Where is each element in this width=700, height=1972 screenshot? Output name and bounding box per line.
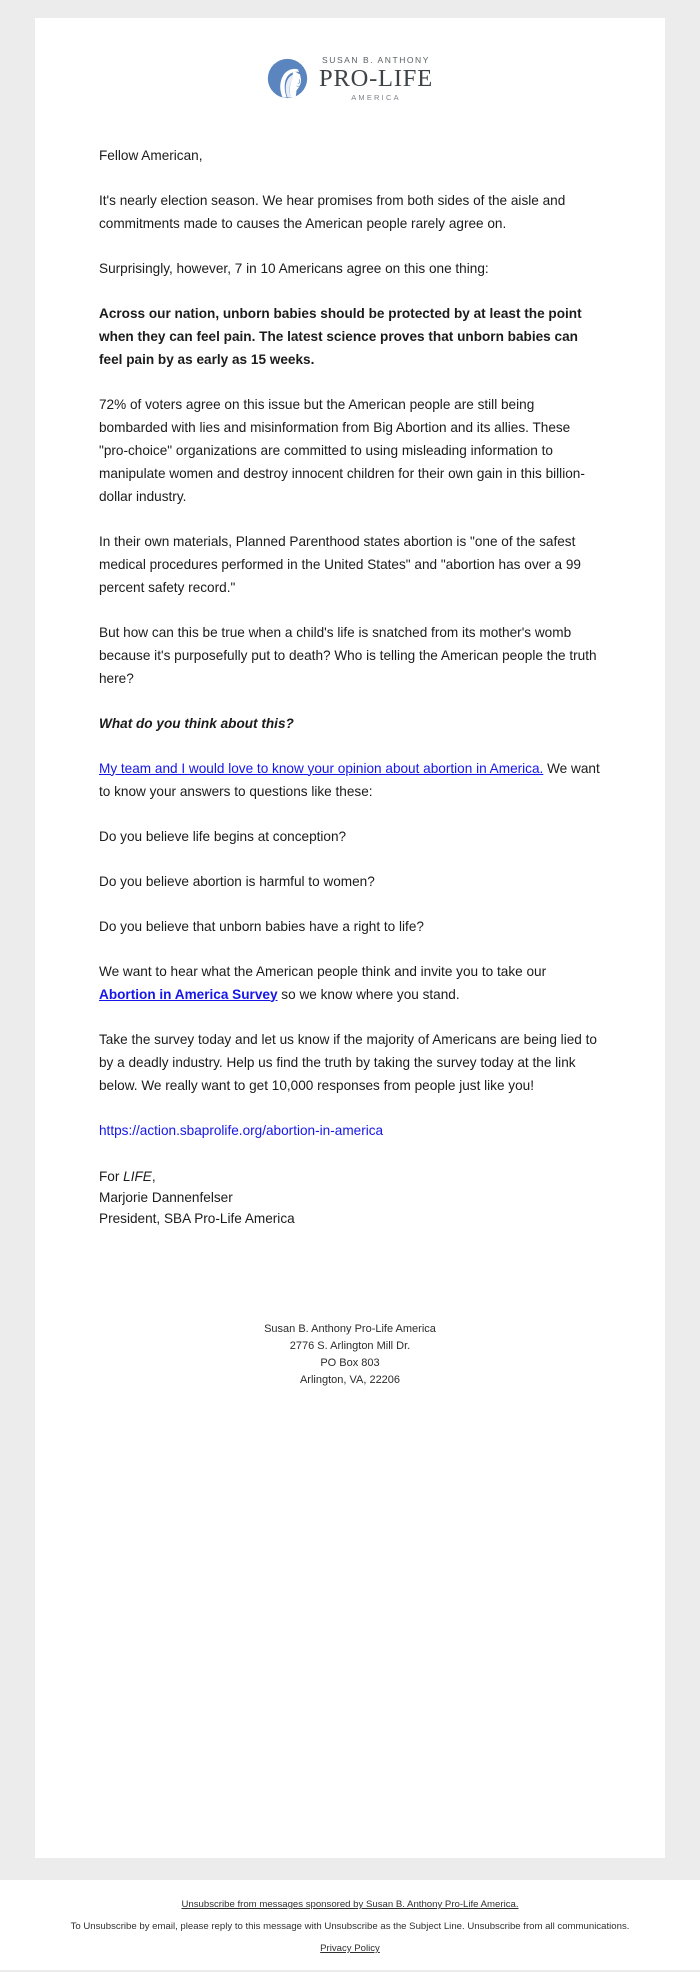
footer-band-right [665, 1858, 700, 1880]
address-city-state-zip: Arlington, VA, 22206 [299, 1373, 401, 1386]
paragraph-take-our-survey [99, 960, 601, 1006]
brand-line-pro-life: PRO-LIFE [319, 64, 433, 92]
signature-block [99, 1166, 601, 1229]
survey-url-link[interactable]: https://action.sbaprolife.org/abortion-in-america [99, 1122, 384, 1138]
unsubscribe-sponsored-link[interactable]: Unsubscribe from messages sponsored by Susan B. Anthony Pro-Life America. [181, 1899, 519, 1910]
unsubscribe-line-1 [0, 1894, 700, 1916]
signature-name: Marjorie Dannenfelser [99, 1189, 233, 1205]
address-po-box: PO Box 803 [320, 1356, 380, 1369]
address-street: 2776 S. Arlington Mill Dr. [289, 1339, 411, 1352]
opinion-survey-link[interactable]: My team and I would love to know your opinion about abortion in America. [99, 760, 544, 776]
opinion-invite-rest: We want to know your answers to questions like these: [99, 760, 600, 799]
paragraph-72-percent: 72% of voters agree on this issue but the American people are still being bombarded with lies and misinformation from Big Abortion and its allies. These "pro-choice" organizations are committed to using misleading information to manipulate women and destroy innocent children for their own gain in this billion-dollar industry. [99, 396, 585, 504]
signature-comma: , [151, 1168, 156, 1184]
paragraph-take-survey-today: Take the survey today and let us know if the majority of Americans are being lied to by a deadly industry. Help us find the truth by taking the survey today at the link below. We really want to get 10,000 responses from people just like you! [99, 1031, 597, 1093]
salutation: Fellow American, [99, 147, 203, 163]
brand-wordmark [319, 56, 433, 102]
unsubscribe-line-2: To Unsubscribe by email, please reply to this message with Unsubscribe as the Subject Line. Unsubscribe from all communications. [70, 1921, 630, 1932]
paragraph-pain-capable-bold: Across our nation, unborn babies should be protected by at least the point when they can feel pain. The latest science proves that unborn babies can feel pain by as early as 15 weeks. [99, 305, 582, 367]
address-org-name: Susan B. Anthony Pro-Life America [264, 1322, 436, 1335]
question-harmful-to-women: Do you believe abortion is harmful to women? [99, 873, 375, 889]
privacy-policy-line [0, 1938, 700, 1960]
question-right-to-life: Do you believe that unborn babies have a right to life? [99, 918, 424, 934]
question-life-begins: Do you believe life begins at conception? [99, 828, 347, 844]
signature-for-life [99, 1166, 601, 1187]
paragraph-election-season: It's nearly election season. We hear promises from both sides of the aisle and commitments made to causes the American people rarely agree on. [99, 192, 566, 231]
privacy-policy-link[interactable]: Privacy Policy [320, 1943, 380, 1954]
signature-title: President, SBA Pro-Life America [99, 1210, 295, 1226]
susan-b-anthony-emblem-icon [267, 58, 308, 99]
survey-url-paragraph [99, 1119, 601, 1142]
paragraph-what-do-you-think: What do you think about this? [99, 715, 294, 731]
brand-line-susan-b-anthony: SUSAN B. ANTHONY [322, 55, 430, 65]
organization-address [99, 1321, 601, 1449]
paragraph-opinion-invite [99, 757, 601, 803]
email-content [35, 144, 665, 1449]
unsubscribe-footer [0, 1880, 700, 1970]
brand-logo[interactable] [35, 18, 665, 112]
signature-for: For [99, 1168, 124, 1184]
paragraph-seven-in-ten: Surprisingly, however, 7 in 10 Americans agree on this one thing: [99, 260, 489, 276]
email-body-card [35, 18, 665, 1858]
footer-band-left [0, 1858, 35, 1880]
signature-life-word: LIFE [123, 1168, 152, 1184]
abortion-in-america-survey-link[interactable]: Abortion in America Survey [99, 986, 278, 1002]
take-survey-suffix: so we know where you stand. [277, 986, 460, 1002]
brand-line-america: AMERICA [351, 93, 401, 102]
paragraph-planned-parenthood-quote: In their own materials, Planned Parenthood states abortion is "one of the safest medical procedures performed in the United States" and "abortion has over a 99 percent safety record." [99, 533, 581, 595]
take-survey-prefix: We want to hear what the American people think and invite you to take our [99, 963, 547, 979]
paragraph-how-can-this-be-true: But how can this be true when a child's life is snatched from its mother's womb because it's purposefully put to death? Who is telling the American people the truth here? [99, 624, 597, 686]
